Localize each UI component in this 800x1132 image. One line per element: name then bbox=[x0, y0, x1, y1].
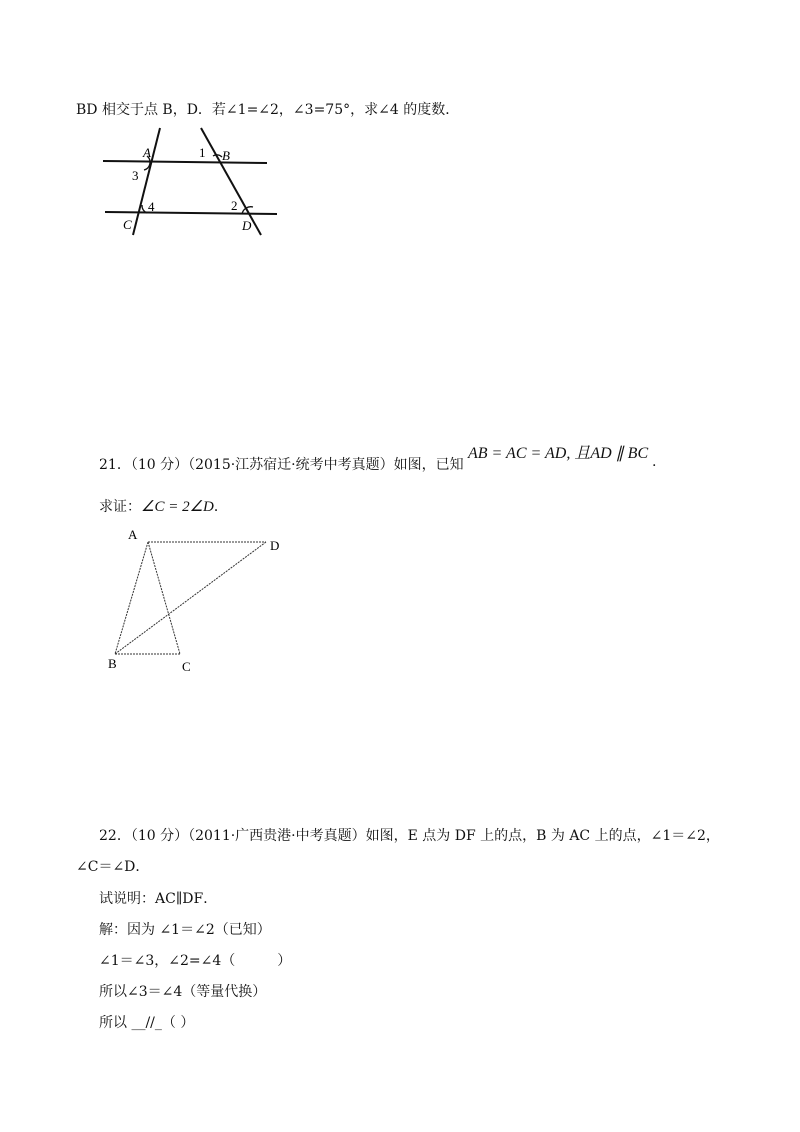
q21-label-B: B bbox=[108, 656, 117, 671]
q22-line2: ∠C＝∠D． bbox=[76, 859, 150, 875]
q22-line1-rest: 如图，E 点为 DF 上的点，B 为 AC 上的点，∠1＝∠2， bbox=[365, 828, 720, 844]
q20-label-1: 1 bbox=[199, 145, 206, 160]
q22-line6: 所以∠3＝∠4（等量代换） bbox=[99, 984, 267, 1000]
q22-line3: 试说明：AC∥DF． bbox=[99, 891, 218, 907]
q20-figure bbox=[95, 120, 285, 240]
q22-number: 22． bbox=[99, 828, 131, 844]
q21-line1 bbox=[99, 455, 464, 475]
q22-line5: ∠1＝∠3，∠2=∠4（ ） bbox=[99, 953, 292, 969]
q21-source: （2015·江苏宿迁·统考中考真题） bbox=[188, 457, 394, 473]
q21-label-C: C bbox=[182, 659, 191, 674]
q20-label-C: C bbox=[123, 217, 132, 232]
q20-label-3: 3 bbox=[132, 168, 139, 183]
q22-line1 bbox=[99, 826, 720, 846]
q20-label-A: A bbox=[143, 145, 151, 160]
q22-line4: 解：因为 ∠1＝∠2（已知） bbox=[99, 922, 271, 938]
q21-prove-line bbox=[99, 497, 228, 517]
q21-label-A: A bbox=[128, 527, 138, 542]
q20-label-2: 2 bbox=[231, 198, 238, 213]
q21-number: 21． bbox=[99, 457, 131, 473]
q21-prove-end: ． bbox=[213, 499, 228, 515]
q22-source: （2011·广西贵港·中考真题） bbox=[188, 828, 366, 844]
q21-prove-label: 求证： bbox=[99, 499, 141, 515]
q21-label-D: D bbox=[270, 538, 280, 553]
q20-label-4: 4 bbox=[148, 199, 155, 214]
q21-condition: AB = AC = AD, 且AD ∥ BC bbox=[468, 445, 649, 462]
q22-points: （10 分） bbox=[130, 828, 189, 844]
q21-figure bbox=[100, 525, 290, 675]
q21-prove-expr: ∠C = 2∠D bbox=[141, 499, 214, 515]
q20-label-B: B bbox=[222, 148, 230, 163]
q20-label-D: D bbox=[242, 218, 252, 233]
q21-points: （10 分） bbox=[130, 457, 189, 473]
q21-intro: 如图，已知 bbox=[393, 457, 464, 473]
q21-period: . bbox=[652, 454, 657, 470]
q22-line7: 所以 __//_（ ） bbox=[99, 1015, 195, 1031]
q20-text: BD 相交于点 B，D．若∠1=∠2，∠3=75°，求∠4 的度数． bbox=[76, 102, 460, 118]
